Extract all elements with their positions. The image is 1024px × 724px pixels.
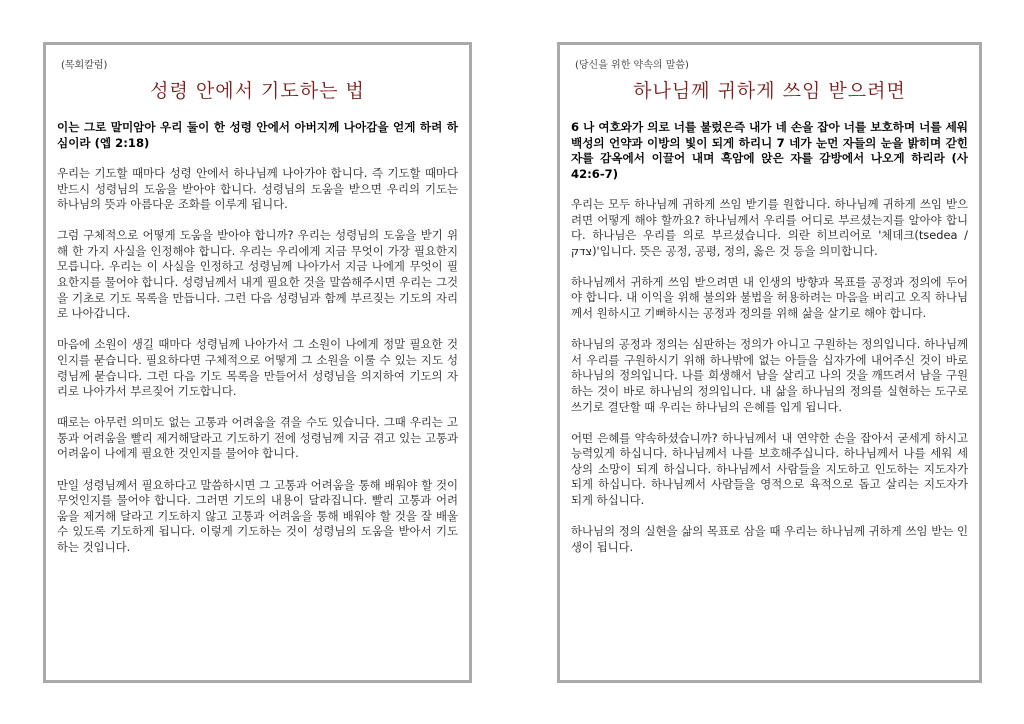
- paragraph: 만일 성령님께서 필요하다고 말씀하시면 그 고통과 어려움을 통해 배워야 할 것이 무엇인지를 물어야 합니다. 그러면 기도의 내용이 달라집니다. 빨리 고통과 어려움을 제거해 달라고 기도하지 않고 고통과 어려움을 통해 배워야 할 것을 잘 배울 수 있도록 기도하게 됩니다. 이렇게 기도하는 것이 성령님의 도움을 받아서 기도하는 것입니다.: [57, 477, 458, 554]
- column-tag: (당신을 위한 약속의 말씀): [575, 60, 689, 71]
- paragraph: 어떤 은혜를 약속하셨습니까? 하나님께서 내 연약한 손을 잡아서 굳세게 하시고 능력있게 하십니다. 하나님께서 나를 보호해주십니다. 하나님께서 나를 세워 세상의 소망이 되게 하십니다. 하나님께서 사람들을 지도하고 인도하는 지도자가 되게 하십니다. 하나님께서 사람들을 영적으로 육적으로 돕고 살리는 지도자가 되게 하십니다.: [571, 430, 968, 507]
- paragraph: 하나님의 공정과 정의는 심판하는 정의가 아니고 구원하는 정의입니다. 하나님께서 우리를 구원하시기 위해 하나밖에 없는 아들을 십자가에 내어주신 것이 바로 하나님의 정의입니다. 나를 희생해서 남을 살리고 나의 것을 깨뜨려서 남을 구원하는 것이 바로 하나님의 정의입니다. 내 삶을 하나님의 정의를 실현하는 도구로 쓰기로 결단할 때 우리는 하나님의 은혜를 입게 됩니다.: [571, 337, 968, 414]
- paragraph: 하나님께서 귀하게 쓰임 받으려면 내 인생의 방향과 목표를 공정과 정의에 두어야 합니다. 내 이익을 위해 불의와 불법을 허용하려는 마음을 버리고 오직 하나님께서 원하시고 기뻐하시는 공정과 정의를 위해 삶을 살기로 해야 합니다.: [571, 274, 968, 321]
- column-tag: (목회칼럼): [61, 60, 108, 71]
- column-title: 성령 안에서 기도하는 법: [150, 80, 365, 102]
- paragraph: 우리는 기도할 때마다 성령 안에서 하나님께 나아가야 합니다. 즉 기도할 때마다 반드시 성령님의 도움을 받아야 합니다. 성령님의 도움을 받으면 우리의 기도는 하나님의 뜻과 아름다운 조화를 이루게 됩니다.: [57, 166, 458, 212]
- paragraph: 때로는 아무런 의미도 없는 고통과 어려움을 겪을 수도 있습니다. 그때 우리는 고통과 어려움을 빨리 제거해달라고 기도하기 전에 성령님께 지금 겪고 있는 고통과 어려움이 나에게 필요한 것인지를 물어야 합니다.: [57, 415, 458, 461]
- paragraph: 그럼 구체적으로 어떻게 도움을 받아야 합니까? 우리는 성령님의 도움을 받기 위해 한 가지 사실을 인정해야 합니다. 우리는 우리에게 지금 무엇이 가장 필요한지 모릅니다. 우리는 이 사실을 인정하고 성령님께 나아가서 지금 나에게 무엇이 필요한지를 물어야 합니다. 성령님께서 내게 필요한 것을 말씀해주시면 우리는 그것을 기초로 기도 목록을 만듭니다. 그런 다음 성령님과 함께 부르짖는 기도의 자리로 나아갑니다.: [57, 228, 458, 321]
- scripture-verse: 6 나 여호와가 의로 너를 불렀은즉 내가 네 손을 잡아 너를 보호하며 너를 세워 백성의 언약과 이방의 빛이 되게 하리니 7 네가 눈먼 자들의 눈을 밝히며 갇힌 자를 감옥에서 이끌어 내며 흑암에 앉은 자를 감방에서 나오게 하리라 (사 42:6-7): [571, 120, 968, 181]
- right-page: [557, 42, 982, 683]
- scripture-verse: 이는 그로 말미암아 우리 둘이 한 성령 안에서 아버지께 나아감을 얻게 하려 하심이라 (엡 2:18): [57, 120, 458, 150]
- paragraph: 하나님의 정의 실현을 삶의 목표로 삼을 때 우리는 하나님께 귀하게 쓰임 받는 인생이 됩니다.: [571, 524, 968, 554]
- paragraph: 우리는 모두 하나님께 귀하게 쓰임 받기를 원합니다. 하나님께 귀하게 쓰임 받으려면 어떻게 해야 할까요? 하나님께서 우리를 어디로 부르셨는지를 알아야 합니다. 하나님은 우리를 의로 부르셨습니다. 의란 히브리어로 '체데크(tsedea / צדק)'입니다. 뜻은 공정, 공평, 정의, 옳은 것 등을 의미합니다.: [571, 197, 968, 258]
- paragraph: 마음에 소원이 생길 때마다 성령님께 나아가서 그 소원이 나에게 정말 필요한 것인지를 묻습니다. 필요하다면 구체적으로 어떻게 그 소원을 이룰 수 있는 지도 성령님께 묻습니다. 그런 다음 기도 목록을 만들어서 성령님을 의지하여 기도의 자리로 나아가서 부르짖어 기도합니다.: [57, 337, 458, 399]
- column-title: 하나님께 귀하게 쓰임 받으려면: [633, 80, 906, 102]
- left-page: [43, 42, 472, 683]
